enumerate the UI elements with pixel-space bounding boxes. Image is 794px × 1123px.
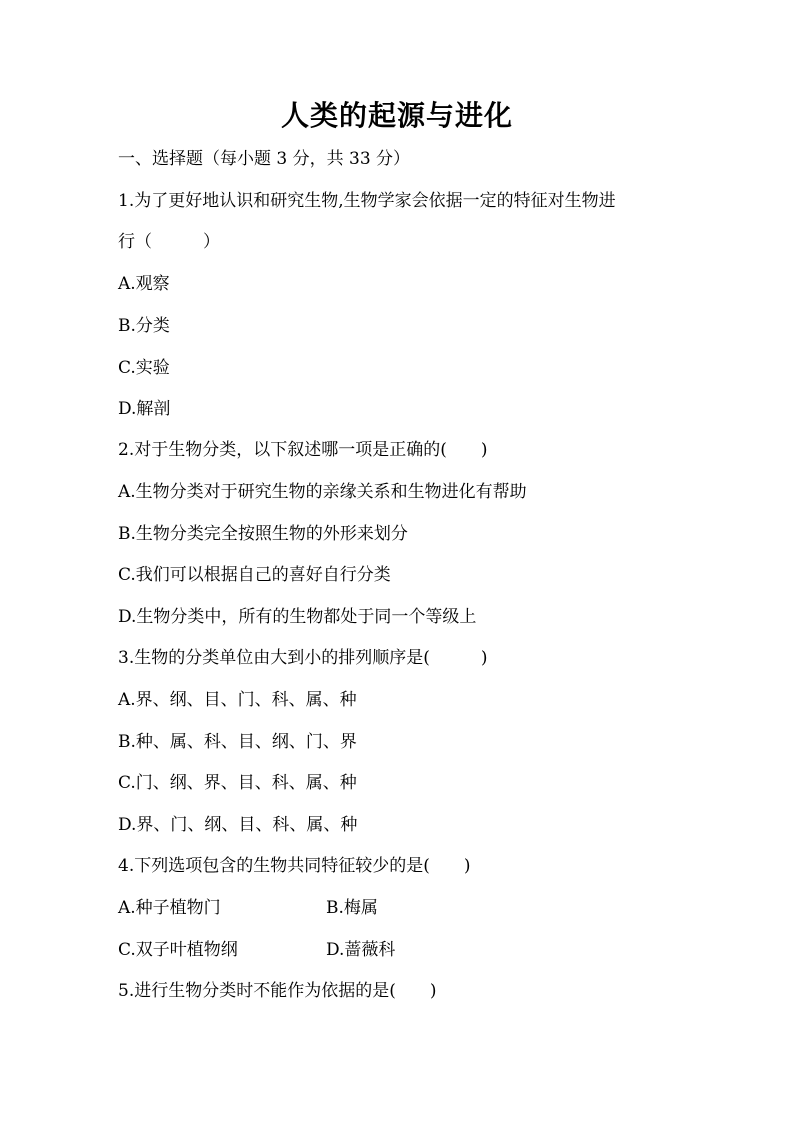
- question-4-option-b: B.梅属: [326, 898, 378, 918]
- question-2-stem: 2.对于生物分类，以下叙述哪一项是正确的( ): [118, 440, 488, 460]
- question-1-stem-line2: 行（ ）: [118, 232, 220, 252]
- question-2-option-d: D.生物分类中，所有的生物都处于同一个等级上: [118, 607, 477, 627]
- question-2-option-c: C.我们可以根据自己的喜好自行分类: [118, 565, 391, 585]
- question-2-option-a: A.生物分类对于研究生物的亲缘关系和生物进化有帮助: [118, 482, 527, 502]
- question-1-option-a: A.观察: [118, 274, 170, 294]
- question-1-option-b: B.分类: [118, 316, 170, 336]
- question-4-stem: 4.下列选项包含的生物共同特征较少的是( ): [118, 856, 471, 876]
- question-1-stem-line1: 1.为了更好地认识和研究生物,生物学家会依据一定的特征对生物进: [118, 191, 616, 211]
- question-3-stem: 3.生物的分类单位由大到小的排列顺序是( ): [118, 648, 488, 668]
- question-4-option-a: A.种子植物门: [118, 898, 221, 918]
- question-4-option-c: C.双子叶植物纲: [118, 940, 238, 960]
- question-1-option-d: D.解剖: [118, 399, 171, 419]
- question-1-option-c: C.实验: [118, 358, 170, 378]
- question-4-option-d: D.蔷薇科: [326, 940, 396, 960]
- question-5-stem: 5.进行生物分类时不能作为依据的是( ): [118, 981, 437, 1001]
- document-title: 人类的起源与进化: [280, 99, 513, 132]
- question-2-option-b: B.生物分类完全按照生物的外形来划分: [118, 524, 408, 544]
- question-3-option-c: C.门、纲、界、目、科、属、种: [118, 773, 357, 793]
- question-3-option-a: A.界、纲、目、门、科、属、种: [118, 690, 357, 710]
- section-heading: 一、选择题（每小题 3 分，共 33 分）: [118, 149, 411, 169]
- question-3-option-b: B.种、属、科、目、纲、门、界: [118, 732, 357, 752]
- question-3-option-d: D.界、门、纲、目、科、属、种: [118, 815, 358, 835]
